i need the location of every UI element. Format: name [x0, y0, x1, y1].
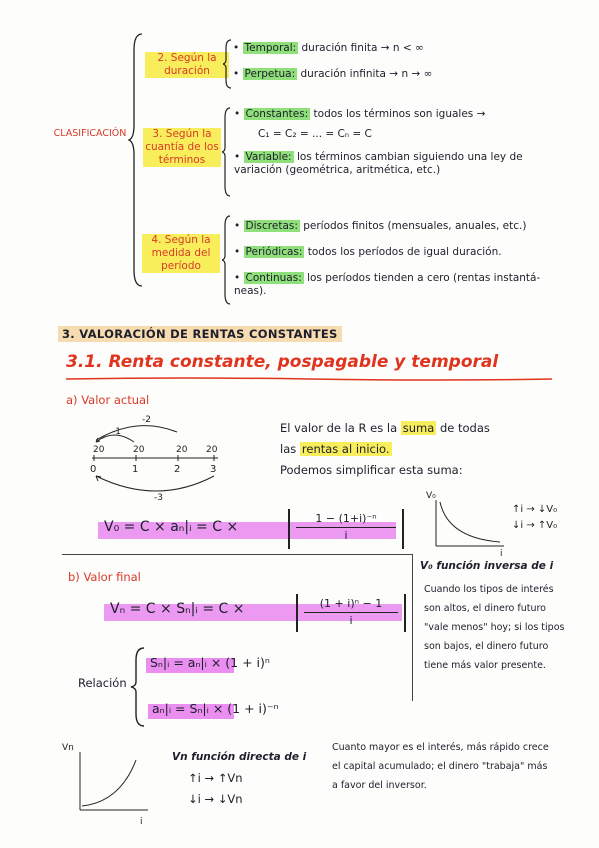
group-periodo-brace — [222, 214, 232, 306]
relation-1: Sₙ|ᵢ = aₙ|ᵢ × (1 + i)ⁿ — [150, 655, 270, 670]
va-legend-2: ↓i → ↑V₀ — [512, 520, 558, 531]
valor-actual-heading: a) Valor actual — [66, 393, 150, 407]
amount-3: 20 — [176, 445, 188, 455]
tick-3: 3 — [210, 464, 217, 475]
vn-graph-xlabel: i — [140, 817, 143, 827]
item-temporal: • Temporal: duración finita → n < ∞ — [233, 42, 424, 54]
group-cuantia-brace — [222, 106, 232, 198]
relation-label: Relación — [78, 676, 127, 690]
valor-actual-formula: V₀ = C × aₙ|ᵢ = C × — [104, 519, 239, 535]
section-title: 3. VALORACIÓN DE RENTAS CONSTANTES — [58, 326, 342, 342]
timeline-diagram — [82, 412, 232, 504]
valor-final-heading: b) Valor final — [68, 570, 141, 584]
va-legend-1: ↑i → ↓V₀ — [512, 504, 558, 515]
vn-legend-2: ↓i → ↓Vn — [188, 792, 243, 806]
valor-actual-graph — [420, 488, 570, 558]
valor-actual-text-1: El valor de la R es la suma de todas — [280, 421, 490, 435]
item-discretas: • Discretas: períodos finitos (mensuales, anuales, etc.) — [234, 220, 527, 232]
vn-graph-ylabel: Vn — [62, 743, 74, 753]
amount-1: 20 — [93, 445, 105, 455]
subsection-title: 3.1. Renta constante, pospagable y temporal — [66, 352, 499, 372]
valor-final-fraction: (1 + i)ⁿ − 1 i — [296, 594, 406, 632]
subsection-underline — [64, 376, 554, 382]
exp-3: -3 — [154, 493, 163, 503]
item-variable: • Variable: los términos cambian siguiendo una ley de variación (geométrica, aritmética, etc.) — [234, 151, 523, 176]
constantes-formula: C₁ = C₂ = ... = Cₙ = C — [258, 128, 372, 140]
classification-label: CLASIFICACIÓN — [53, 128, 127, 139]
amount-2: 20 — [133, 445, 145, 455]
group-cuantia-title: 3. Según la cuantía de los términos — [143, 128, 221, 167]
tick-0: 0 — [90, 464, 97, 475]
item-perpetua: • Perpetua: duración infinita → n → ∞ — [233, 68, 433, 80]
valor-actual-text-2: las rentas al inicio. — [280, 442, 390, 456]
sidebox-title: V₀ función inversa de i — [420, 560, 554, 572]
valor-actual-fraction: 1 − (1+i)⁻ⁿ i — [288, 509, 404, 549]
item-constantes: • Constantes: todos los términos son iguales → — [234, 108, 486, 120]
va-graph-xlabel: i — [500, 549, 503, 558]
exp-1: -1 — [112, 427, 121, 437]
group-duracion-title: 2. Según la duración — [145, 52, 229, 78]
group-periodo-title: 4. Según la medida del período — [142, 234, 220, 273]
item-continuas: • Continuas: los períodos tienden a cero (rentas instantá-neas). — [234, 272, 541, 297]
valor-final-formula: Vₙ = C × Sₙ|ᵢ = C × — [110, 601, 245, 617]
exp-2: -2 — [142, 415, 151, 425]
sidebox-text: Cuando los tipos de interés son altos, el dinero futuro "vale menos" hoy; si los tipos son bajos, el dinero futuro tiene más valor presente. — [424, 584, 565, 671]
item-periodicas: • Periódicas: todos los períodos de igual duración. — [234, 246, 502, 258]
valor-actual-text-3: Podemos simplificar esta suma: — [280, 463, 463, 477]
svg-text:20: 20 — [206, 445, 218, 455]
vn-legend-1: ↑i → ↑Vn — [188, 771, 243, 785]
va-graph-ylabel: V₀ — [426, 491, 436, 501]
vn-graph — [60, 740, 160, 830]
tick-2: 2 — [174, 464, 181, 475]
relation-brace — [130, 646, 146, 728]
relation-2: aₙ|ᵢ = Sₙ|ᵢ × (1 + i)⁻ⁿ — [152, 701, 279, 716]
vn-function-title: Vn función directa de i — [172, 751, 307, 763]
group-duracion-brace — [223, 38, 233, 90]
tick-1: 1 — [132, 464, 139, 475]
bottom-note: Cuanto mayor es el interés, más rápido crece el capital acumulado; el dinero "trabaja" más a favor del inversor. — [332, 742, 549, 791]
